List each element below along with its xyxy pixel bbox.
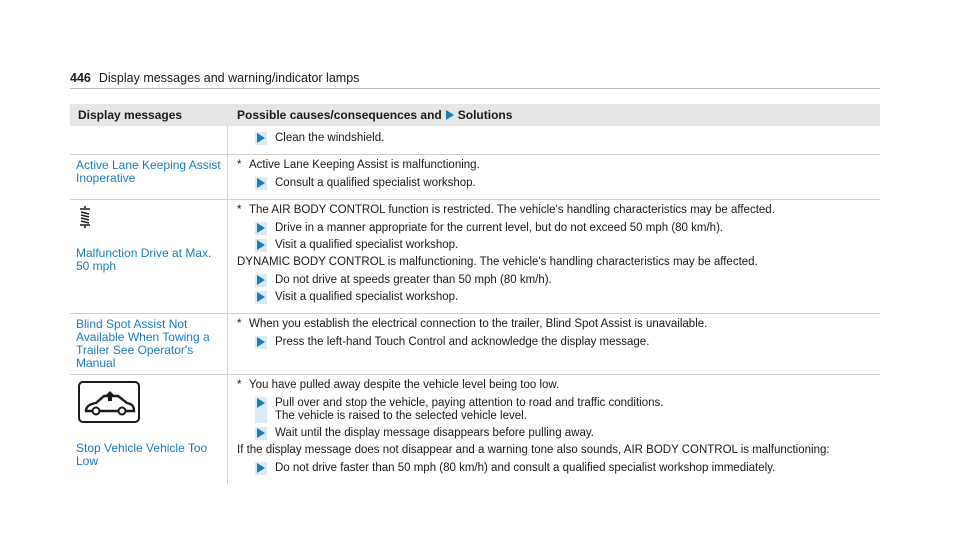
solution-step	[255, 274, 872, 287]
display-messages-table	[70, 104, 880, 484]
cause-item	[237, 318, 872, 331]
play-arrow-icon	[255, 397, 267, 423]
solution-step	[255, 397, 872, 423]
solution-step	[255, 222, 872, 235]
solution-text: Visit a qualified specialist workshop.	[275, 239, 459, 251]
asterisk-icon: *	[237, 204, 242, 216]
table-row	[70, 200, 880, 314]
table-row	[70, 126, 880, 155]
suspension-spring-icon	[78, 206, 221, 231]
play-arrow-icon	[255, 462, 267, 475]
page-title: Display messages and warning/indicator lamps	[98, 71, 360, 85]
table-row	[70, 375, 880, 484]
play-arrow-icon	[255, 132, 267, 145]
cause-text: Active Lane Keeping Assist is malfunctioning.	[249, 159, 480, 171]
play-arrow-icon	[255, 336, 267, 349]
cause-text: When you establish the electrical connection to the trailer, Blind Spot Assist is unavailable.	[249, 318, 708, 330]
solution-text: Clean the windshield.	[275, 132, 385, 144]
display-message-text: Malfunction Drive at Max. 50 mph	[76, 246, 212, 273]
display-message-text: Stop Vehicle Vehicle Too Low	[76, 441, 208, 468]
asterisk-icon: *	[237, 379, 242, 391]
solution-cell	[228, 155, 880, 199]
asterisk-icon: *	[237, 318, 242, 330]
col-header-messages: Display messages	[78, 107, 183, 122]
col-header-solutions	[228, 109, 880, 122]
solution-step	[255, 132, 872, 145]
table-body	[70, 126, 880, 484]
cause-item	[237, 204, 872, 217]
solution-step	[255, 291, 872, 304]
play-arrow-icon	[255, 239, 267, 252]
solution-text: Do not drive faster than 50 mph (80 km/h) and consult a qualified specialist workshop immediately.	[275, 462, 776, 474]
solution-cell	[228, 314, 880, 374]
display-message-cell	[70, 126, 228, 154]
page-number: 446	[70, 71, 91, 85]
play-arrow-icon	[255, 177, 267, 190]
page-header	[70, 71, 359, 85]
vehicle-level-icon	[78, 381, 221, 426]
solution-step	[255, 239, 872, 252]
table-header	[70, 104, 880, 126]
solution-step	[255, 427, 872, 440]
solution-step	[255, 336, 872, 349]
solution-text: Pull over and stop the vehicle, paying attention to road and traffic conditions. The vehicle is raised to the selected vehicle level.	[275, 397, 664, 422]
solution-text: Wait until the display message disappears before pulling away.	[275, 427, 594, 439]
solution-text: Consult a qualified specialist workshop.	[275, 177, 476, 189]
solution-step	[255, 462, 872, 475]
play-arrow-icon	[255, 274, 267, 287]
note-text: If the display message does not disappear and a warning tone also sounds, AIR BODY CONTROL is malfunctioning:	[237, 444, 830, 456]
solution-cell	[228, 126, 880, 154]
cause-item	[237, 159, 872, 172]
display-message-cell	[70, 155, 228, 199]
display-message-text: Blind Spot Assist Not Available When Towing a Trailer See Operator's Manual	[76, 317, 210, 370]
play-arrow-icon	[255, 222, 267, 235]
solution-text: Drive in a manner appropriate for the current level, but do not exceed 50 mph (80 km/h).	[275, 222, 724, 234]
solution-step	[255, 177, 872, 190]
asterisk-icon: *	[237, 159, 242, 171]
col-header-causes-text: Possible causes/consequences and	[237, 107, 442, 122]
solution-text: Visit a qualified specialist workshop.	[275, 291, 459, 303]
play-arrow-icon	[255, 427, 267, 440]
solution-cell	[228, 375, 880, 484]
col-header-solutions-text: Solutions	[457, 107, 513, 122]
display-message-text: Active Lane Keeping Assist Inoperative	[76, 158, 221, 185]
table-row	[70, 314, 880, 375]
play-arrow-icon	[255, 291, 267, 304]
play-arrow-icon	[446, 110, 454, 120]
cause-item	[237, 379, 872, 392]
cause-text: The AIR BODY CONTROL function is restricted. The vehicle's handling characteristics may be affected.	[249, 204, 775, 216]
display-message-cell	[70, 375, 228, 484]
cause-text: You have pulled away despite the vehicle level being too low.	[249, 379, 560, 391]
display-message-cell	[70, 314, 228, 374]
solution-text: Press the left-hand Touch Control and acknowledge the display message.	[275, 336, 650, 348]
solution-text: Do not drive at speeds greater than 50 mph (80 km/h).	[275, 274, 552, 286]
solution-cell	[228, 200, 880, 313]
note-text: DYNAMIC BODY CONTROL is malfunctioning. The vehicle's handling characteristics may be affected.	[237, 256, 758, 268]
header-divider	[70, 88, 880, 89]
table-row	[70, 155, 880, 200]
display-message-cell	[70, 200, 228, 313]
